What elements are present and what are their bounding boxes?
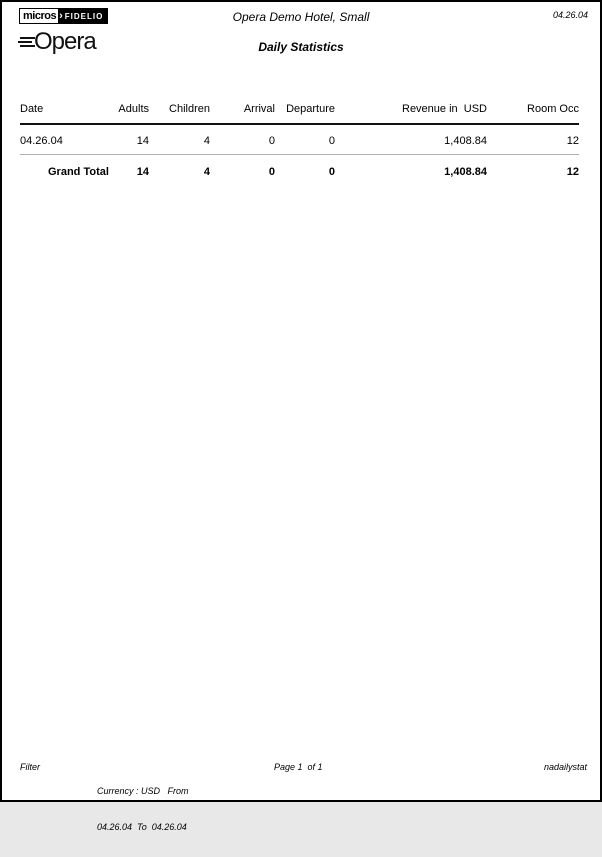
fidelio-logo-text: FIDELIO xyxy=(64,11,104,21)
total-revenue: 1,408.84 xyxy=(444,166,487,178)
cell-adults: 14 xyxy=(110,124,149,155)
cell-children: 4 xyxy=(149,124,210,155)
table-header-row xyxy=(20,103,579,124)
column-header-children: Children xyxy=(149,103,210,124)
opera-logo-text: Opera xyxy=(34,28,96,55)
total-adults: 14 xyxy=(136,166,149,178)
report-date: 04.26.04 xyxy=(552,10,588,20)
column-header-departure: Departure xyxy=(275,103,335,124)
cell-departure: 0 xyxy=(275,124,335,155)
daily-statistics-table xyxy=(20,103,579,178)
footer-currency-line2: 04.26.04 To 04.26.04 xyxy=(97,822,187,832)
grand-total-row xyxy=(20,155,579,179)
column-header-arrival: Arrival xyxy=(210,103,275,124)
column-header-revenue: Revenue in USD xyxy=(335,103,487,124)
footer-filter-label: Filter xyxy=(20,762,40,772)
column-header-adults: Adults xyxy=(110,103,149,124)
footer-report-name: nadailystat xyxy=(543,762,587,772)
footer-currency-line1: Currency : USD From xyxy=(97,786,189,796)
table-row xyxy=(20,124,579,155)
cell-date: 04.26.04 xyxy=(20,124,110,155)
cell-room-occ: 12 xyxy=(487,124,579,155)
logo-arrow-icon: › xyxy=(59,9,64,22)
grand-total-label: Grand Total xyxy=(48,166,109,178)
footer-page-number: Page 1 of 1 xyxy=(274,762,323,772)
cell-revenue: 1,408.84 xyxy=(335,124,487,155)
total-arrival: 0 xyxy=(268,166,275,178)
column-header-room-occ: Room Occ xyxy=(487,103,579,124)
micros-logo-text: micros xyxy=(20,9,58,23)
cell-arrival: 0 xyxy=(210,124,275,155)
report-title: Daily Statistics xyxy=(258,40,344,54)
total-children: 4 xyxy=(203,166,210,178)
column-header-date: Date xyxy=(20,103,110,124)
total-room-occ: 12 xyxy=(566,166,579,178)
footer-currency-info xyxy=(97,761,189,857)
hotel-name-title: Opera Demo Hotel, Small xyxy=(232,10,370,24)
total-departure: 0 xyxy=(328,166,335,178)
